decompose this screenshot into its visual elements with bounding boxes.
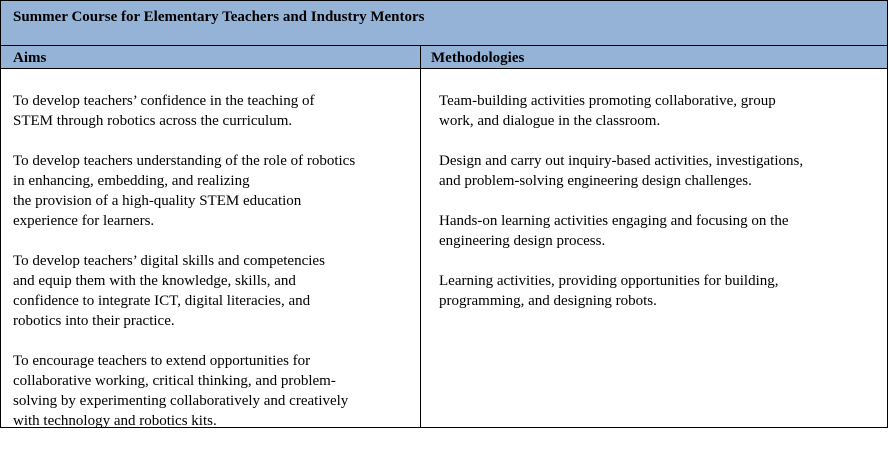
methodology-line: programming, and designing robots. — [439, 293, 657, 309]
methodology-line: Learning activities, providing opportunities for building, — [439, 273, 779, 289]
methodology-item — [439, 211, 879, 251]
methodology-line: engineering design process. — [439, 233, 606, 249]
aims-header: Aims — [13, 50, 47, 66]
aim-line: To develop teachers’ confidence in the teaching of — [13, 93, 315, 109]
methodology-item — [439, 271, 879, 311]
aim-item — [13, 151, 417, 231]
methodology-line: Design and carry out inquiry-based activities, investigations, — [439, 153, 804, 169]
methodologies-header: Methodologies — [431, 50, 525, 66]
aim-line: in enhancing, embedding, and realizing — [13, 173, 250, 189]
aim-line: with technology and robotics kits. — [13, 413, 217, 429]
table-title-row — [1, 1, 887, 46]
table-title: Summer Course for Elementary Teachers and Industry Mentors — [13, 9, 425, 25]
aim-line: solving by experimenting collaboratively and creatively — [13, 393, 349, 409]
aim-item — [13, 91, 417, 131]
aim-line: robotics into their practice. — [13, 313, 175, 329]
methodologies-cell — [439, 91, 879, 331]
aim-item — [13, 351, 417, 431]
methodology-item — [439, 151, 879, 191]
aim-line: To develop teachers understanding of the role of robotics — [13, 153, 356, 169]
aim-line: the provision of a high-quality STEM education — [13, 193, 302, 209]
aim-line: confidence to integrate ICT, digital literacies, and — [13, 293, 311, 309]
column-divider — [420, 46, 421, 428]
methodology-line: Hands-on learning activities engaging and focusing on the — [439, 213, 789, 229]
methodology-line: work, and dialogue in the classroom. — [439, 113, 661, 129]
table-header-row — [1, 46, 887, 69]
methodology-line: Team-building activities promoting collaborative, group — [439, 93, 776, 109]
aim-line: To encourage teachers to extend opportunities for — [13, 353, 311, 369]
aims-cell — [13, 91, 417, 451]
aim-item — [13, 251, 417, 331]
aim-line: STEM through robotics across the curriculum. — [13, 113, 293, 129]
aim-line: experience for learners. — [13, 213, 155, 229]
aim-line: collaborative working, critical thinking, and problem- — [13, 373, 336, 389]
methodology-line: and problem-solving engineering design challenges. — [439, 173, 752, 189]
aim-line: and equip them with the knowledge, skills, and — [13, 273, 296, 289]
aim-line: To develop teachers’ digital skills and competencies — [13, 253, 325, 269]
methodology-item — [439, 91, 879, 131]
